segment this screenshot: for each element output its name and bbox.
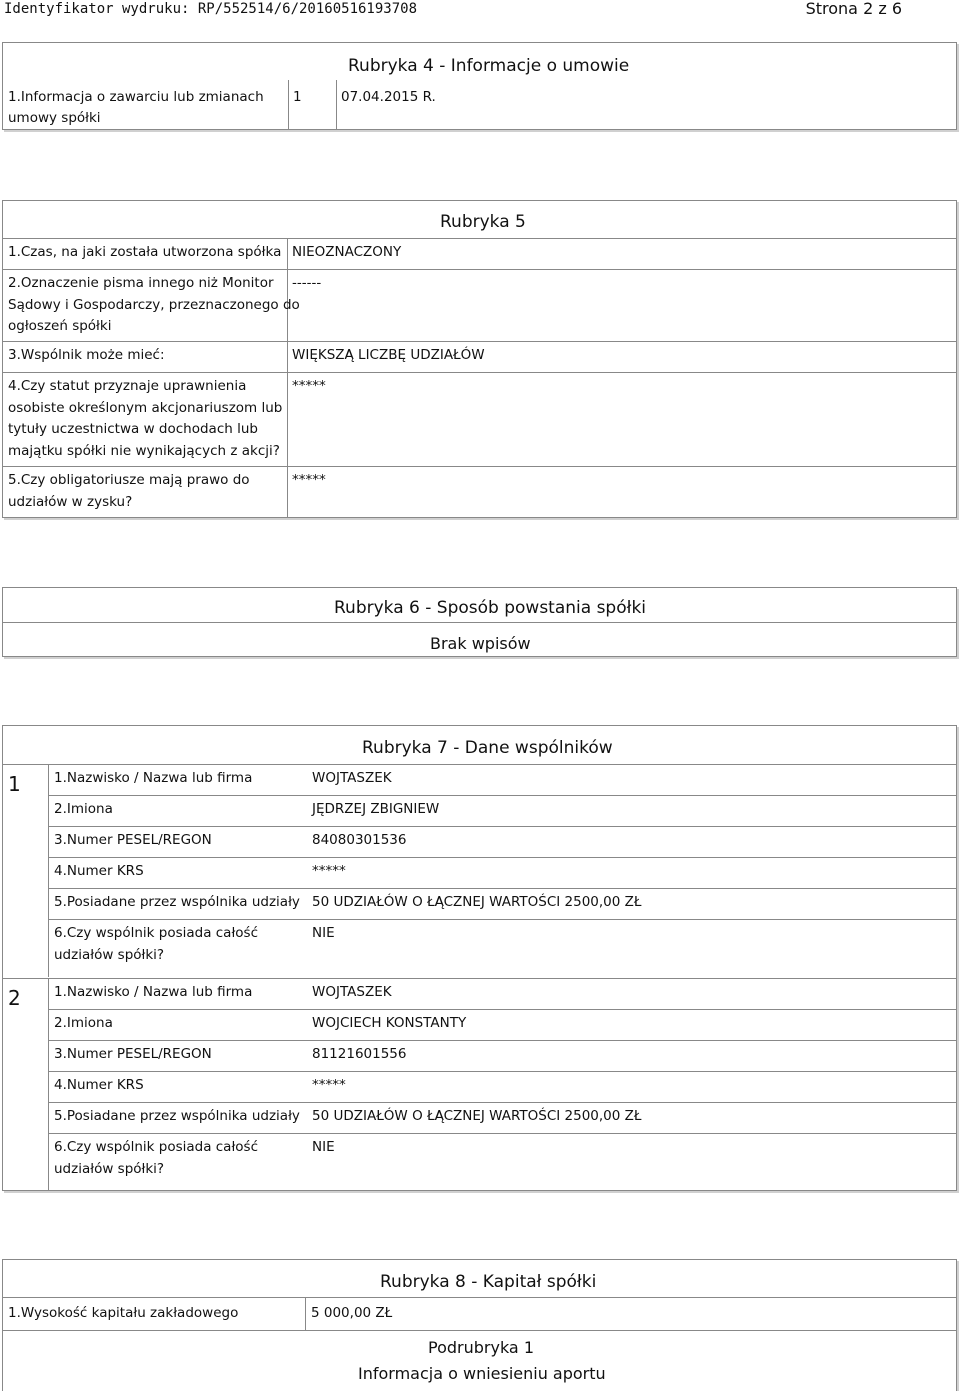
partner-field-value: 84080301536 [312,832,407,848]
field-divider [48,1102,957,1103]
field-divider [48,1040,957,1041]
partner-field-value: WOJTASZEK [312,984,392,1000]
field-divider [48,1071,957,1072]
partner-field-label: 2.Imiona [54,801,113,817]
partner-field-value: 81121601556 [312,1046,407,1062]
partner-field-value: ***** [312,863,346,879]
partner-field-label: 4.Numer KRS [54,863,144,879]
contract-entry-number: 1 [293,89,302,105]
share-capital-value: 5 000,00 ZŁ [311,1305,393,1321]
partner-field-label: 4.Numer KRS [54,1077,144,1093]
field-divider [48,826,957,827]
subsection-title: Podrubryka 1 [428,1338,534,1357]
partner-number: 1 [8,772,21,796]
rubryka-8-title: Rubryka 8 - Kapitał spółki [380,1272,597,1292]
rubryka-5-row-label: 2.Oznaczenie pisma innego niż Monitor Sądowy i Gospodarczy, przeznaczonego do ogłoszeń spółki [8,275,300,334]
rubryka-5-row-label: 3.Wspólnik może mieć: [8,347,165,363]
partner-field-value: JĘDRZEJ ZBIGNIEW [312,801,440,817]
rubryka-5-row-value: ------ [292,275,322,291]
partner-field-label: 3.Numer PESEL/REGON [54,1046,212,1062]
row-divider [2,466,957,467]
row-divider [2,269,957,270]
rubryka-5-row-value: ***** [292,378,326,394]
field-divider [48,795,957,796]
page-number: Strona 2 z 6 [805,0,902,18]
partner-field-label: 1.Nazwisko / Nazwa lub firma [54,770,253,786]
print-identifier: Identyfikator wydruku: RP/552514/6/20160516193708 [4,1,418,17]
partner-field-label: 2.Imiona [54,1015,113,1031]
partner-field-value: NIE [312,925,335,941]
field-divider [48,1009,957,1010]
field-divider [48,888,957,889]
rubryka-6-title: Rubryka 6 - Sposób powstania spółki [334,598,647,618]
field-divider [48,919,957,920]
rubryka-5-row-value: WIĘKSZĄ LICZBĘ UDZIAŁÓW [292,347,485,363]
rubryka-5-row-label: 5.Czy obligatoriusze mają prawo do udziałów w zysku? [8,472,250,510]
rubryka-5-row-value: NIEOZNACZONY [292,244,402,260]
partner-field-label: 5.Posiadane przez wspólnika udziały [54,1108,300,1124]
field-divider [48,857,957,858]
partner-field-value: NIE [312,1139,335,1155]
rubryka-5-row-label: 1.Czas, na jaki została utworzona spółka [8,244,282,260]
partner-field-label: 5.Posiadane przez wspólnika udziały [54,894,300,910]
partner-field-label: 6.Czy wspólnik posiada całość udziałów spółki? [54,1139,259,1177]
no-entries-text: Brak wpisów [430,634,531,653]
contract-info-label: 1.Informacja o zawarciu lub zmianach umowy spółki [8,89,264,126]
partner-field-value: 50 UDZIAŁÓW O ŁĄCZNEJ WARTOŚCI 2500,00 ZŁ [312,1108,642,1124]
share-capital-label: 1.Wysokość kapitału zakładowego [8,1305,239,1321]
row-divider [2,341,957,342]
contract-date: 07.04.2015 R. [341,89,436,105]
rubryka-5-title: Rubryka 5 [440,212,526,232]
field-divider [48,1133,957,1134]
partner-field-value: ***** [312,1077,346,1093]
partner-field-value: WOJCIECH KONSTANTY [312,1015,467,1031]
partner-field-value: 50 UDZIAŁÓW O ŁĄCZNEJ WARTOŚCI 2500,00 ZŁ [312,894,642,910]
partner-field-label: 1.Nazwisko / Nazwa lub firma [54,984,253,1000]
subsection-subtitle: Informacja o wniesieniu aportu [358,1364,606,1383]
rubryka-7-title: Rubryka 7 - Dane wspólników [362,738,613,758]
partner-divider [2,978,957,979]
row-divider [2,372,957,373]
rubryka-5-row-value: ***** [292,472,326,488]
partner-field-label: 6.Czy wspólnik posiada całość udziałów spółki? [54,925,259,963]
partner-field-value: WOJTASZEK [312,770,392,786]
partner-divider [2,764,957,765]
rubryka-5-row-label: 4.Czy statut przyznaje uprawnienia osobiste określonym akcjonariuszom lub tytuły uczestnictwa w dochodach lub majątku spółki nie wynikających z akcji? [8,378,283,459]
rubryka-4-title: Rubryka 4 - Informacje o umowie [348,56,630,76]
partner-number: 2 [8,986,21,1010]
partner-field-label: 3.Numer PESEL/REGON [54,832,212,848]
